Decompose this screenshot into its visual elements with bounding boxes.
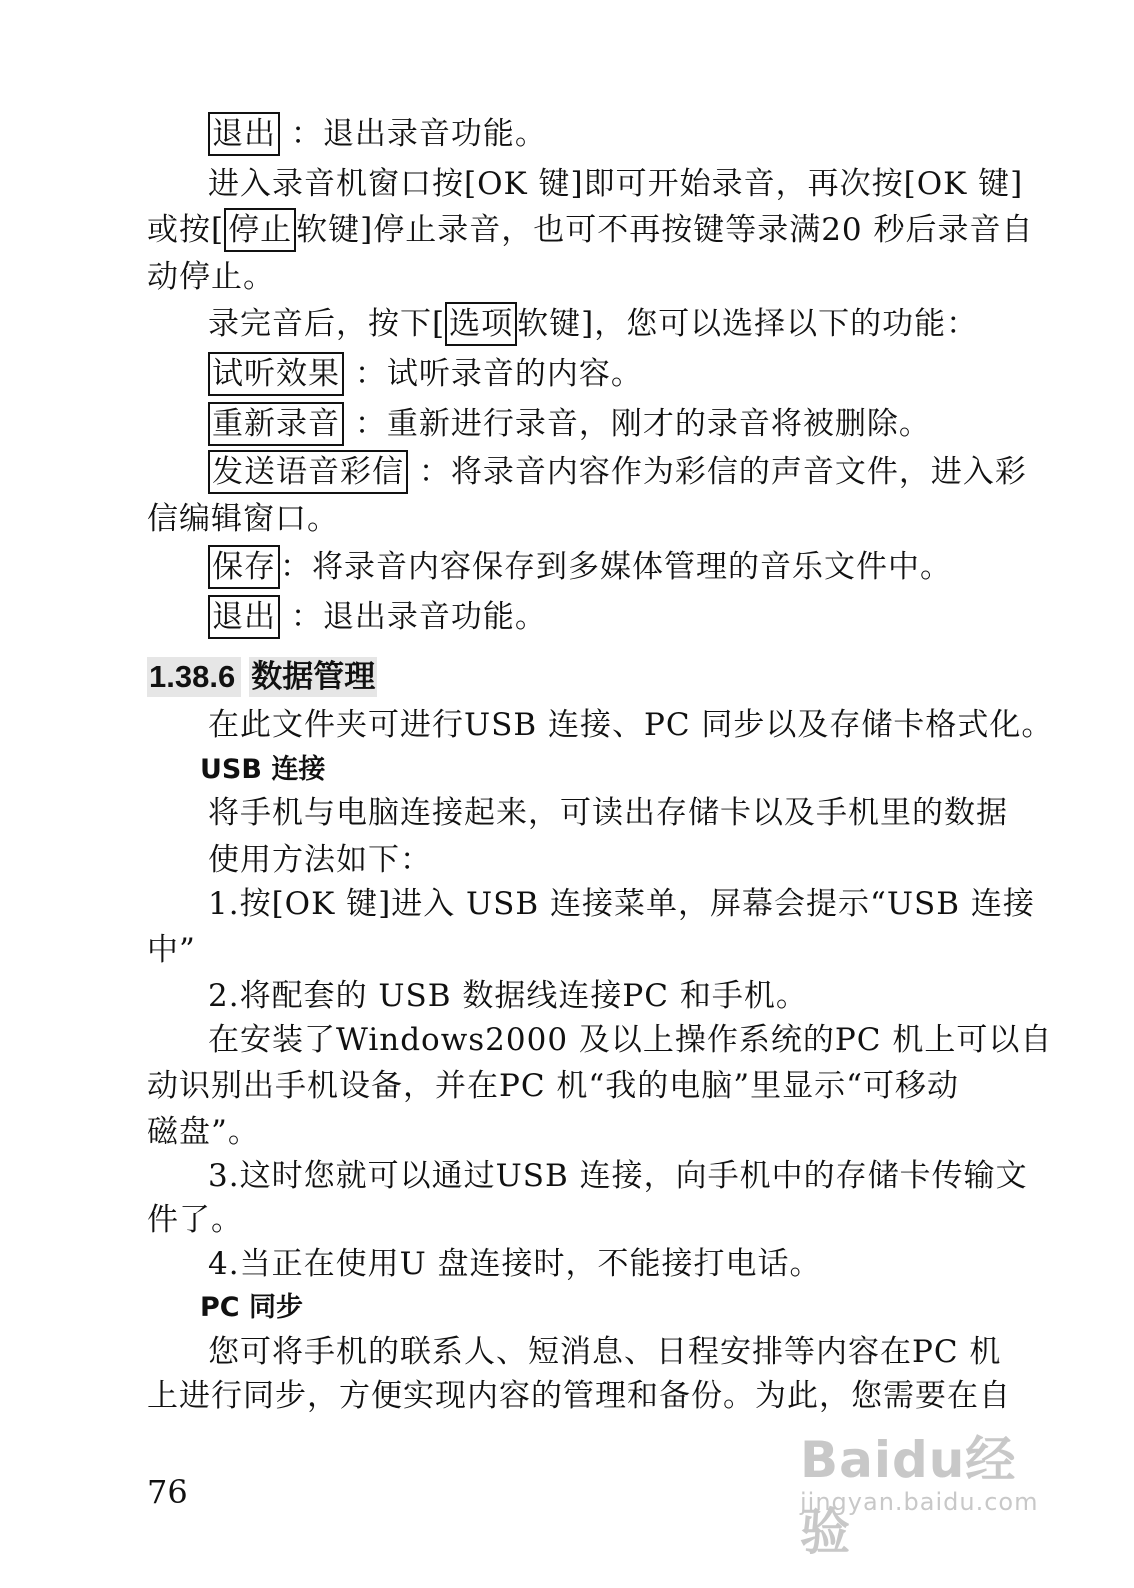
- paragraph-line: 中”: [147, 932, 196, 968]
- option-description: ：将录音内容保存到多媒体管理的音乐文件中。: [280, 549, 952, 585]
- menu-option-save: [208, 545, 952, 589]
- text-run: 录完音后，按下[: [208, 306, 446, 342]
- paragraph-line: 将手机与电脑连接起来，可读出存储卡以及手机里的数据: [208, 795, 1008, 831]
- paragraph-line: 件了。: [147, 1202, 243, 1238]
- option-description: ：退出录音功能。: [280, 116, 547, 152]
- paragraph-line: 您可将手机的联系人、短消息、日程安排等内容在PC 机: [208, 1334, 1002, 1370]
- softkey-label-send-mms: 发送语音彩信: [208, 450, 408, 494]
- paragraph-line: [208, 302, 978, 346]
- menu-option-exit: [208, 595, 547, 639]
- paragraph-line: [147, 208, 1034, 252]
- page-number: 76: [147, 1473, 188, 1511]
- softkey-label-rerecord: 重新录音: [208, 402, 344, 446]
- watermark-url: jingyan.baidu.com: [800, 1488, 1039, 1516]
- softkey-label-options: 选项: [445, 302, 517, 346]
- section-heading: [147, 657, 377, 697]
- option-description: ：重新进行录音，刚才的录音将被删除。: [344, 406, 931, 442]
- paragraph-line: 2.将配套的 USB 数据线连接PC 和手机。: [208, 978, 808, 1014]
- paragraph-line: 在此文件夹可进行USB 连接、PC 同步以及存储卡格式化。: [208, 707, 1054, 743]
- paragraph-line: 信编辑窗口。: [147, 501, 339, 537]
- paragraph-line: 动停止。: [147, 259, 275, 295]
- section-number: 1.38.6: [147, 657, 241, 697]
- softkey-label-save: 保存: [208, 545, 280, 589]
- menu-option-rerecord: [208, 402, 931, 446]
- softkey-label-stop: 停止: [224, 208, 296, 252]
- softkey-label-preview: 试听效果: [208, 352, 344, 396]
- option-description: ：将录音内容作为彩信的声音文件，进入彩: [408, 454, 1027, 490]
- option-description: ：试听录音的内容。: [344, 356, 643, 392]
- menu-option-send-mms: [208, 450, 1027, 494]
- paragraph-line: 磁盘”。: [147, 1114, 260, 1150]
- paragraph-line: 上进行同步，方便实现内容的管理和备份。为此，您需要在自: [147, 1378, 1011, 1414]
- text-run: 或按[: [147, 212, 225, 248]
- paragraph-line: 4.当正在使用U 盘连接时，不能接打电话。: [208, 1246, 822, 1282]
- paragraph-line: 1.按[OK 键]进入 USB 连接菜单，屏幕会提示“USB 连接: [208, 886, 1035, 922]
- paragraph-line: 动识别出手机设备，并在PC 机“我的电脑”里显示“可移动: [147, 1068, 959, 1104]
- text-run: 软键]停止录音，也可不再按键等录满20 秒后录音自: [296, 212, 1034, 248]
- option-description: ：退出录音功能。: [280, 599, 547, 635]
- paragraph-line: 在安装了Windows2000 及以上操作系统的PC 机上可以自: [208, 1022, 1053, 1058]
- paragraph-line: 使用方法如下：: [208, 842, 432, 878]
- subheading-usb: USB 连接: [200, 754, 326, 785]
- paragraph-line: 进入录音机窗口按[OK 键]即可开始录音，再次按[OK 键]: [208, 166, 1024, 202]
- menu-option-preview: [208, 352, 643, 396]
- section-title: 数据管理: [249, 657, 377, 697]
- paragraph-line: 3.这时您就可以通过USB 连接，向手机中的存储卡传输文: [208, 1158, 1028, 1194]
- softkey-label-exit: 退出: [208, 595, 280, 639]
- softkey-label-exit: 退出: [208, 112, 280, 156]
- subheading-pc-sync: PC 同步: [200, 1292, 304, 1323]
- menu-option-exit: [208, 112, 547, 156]
- text-run: 软键]，您可以选择以下的功能：: [517, 306, 979, 342]
- watermark-logo: Baidu经验: [800, 1431, 1017, 1561]
- baidu-watermark: [800, 1420, 1050, 1561]
